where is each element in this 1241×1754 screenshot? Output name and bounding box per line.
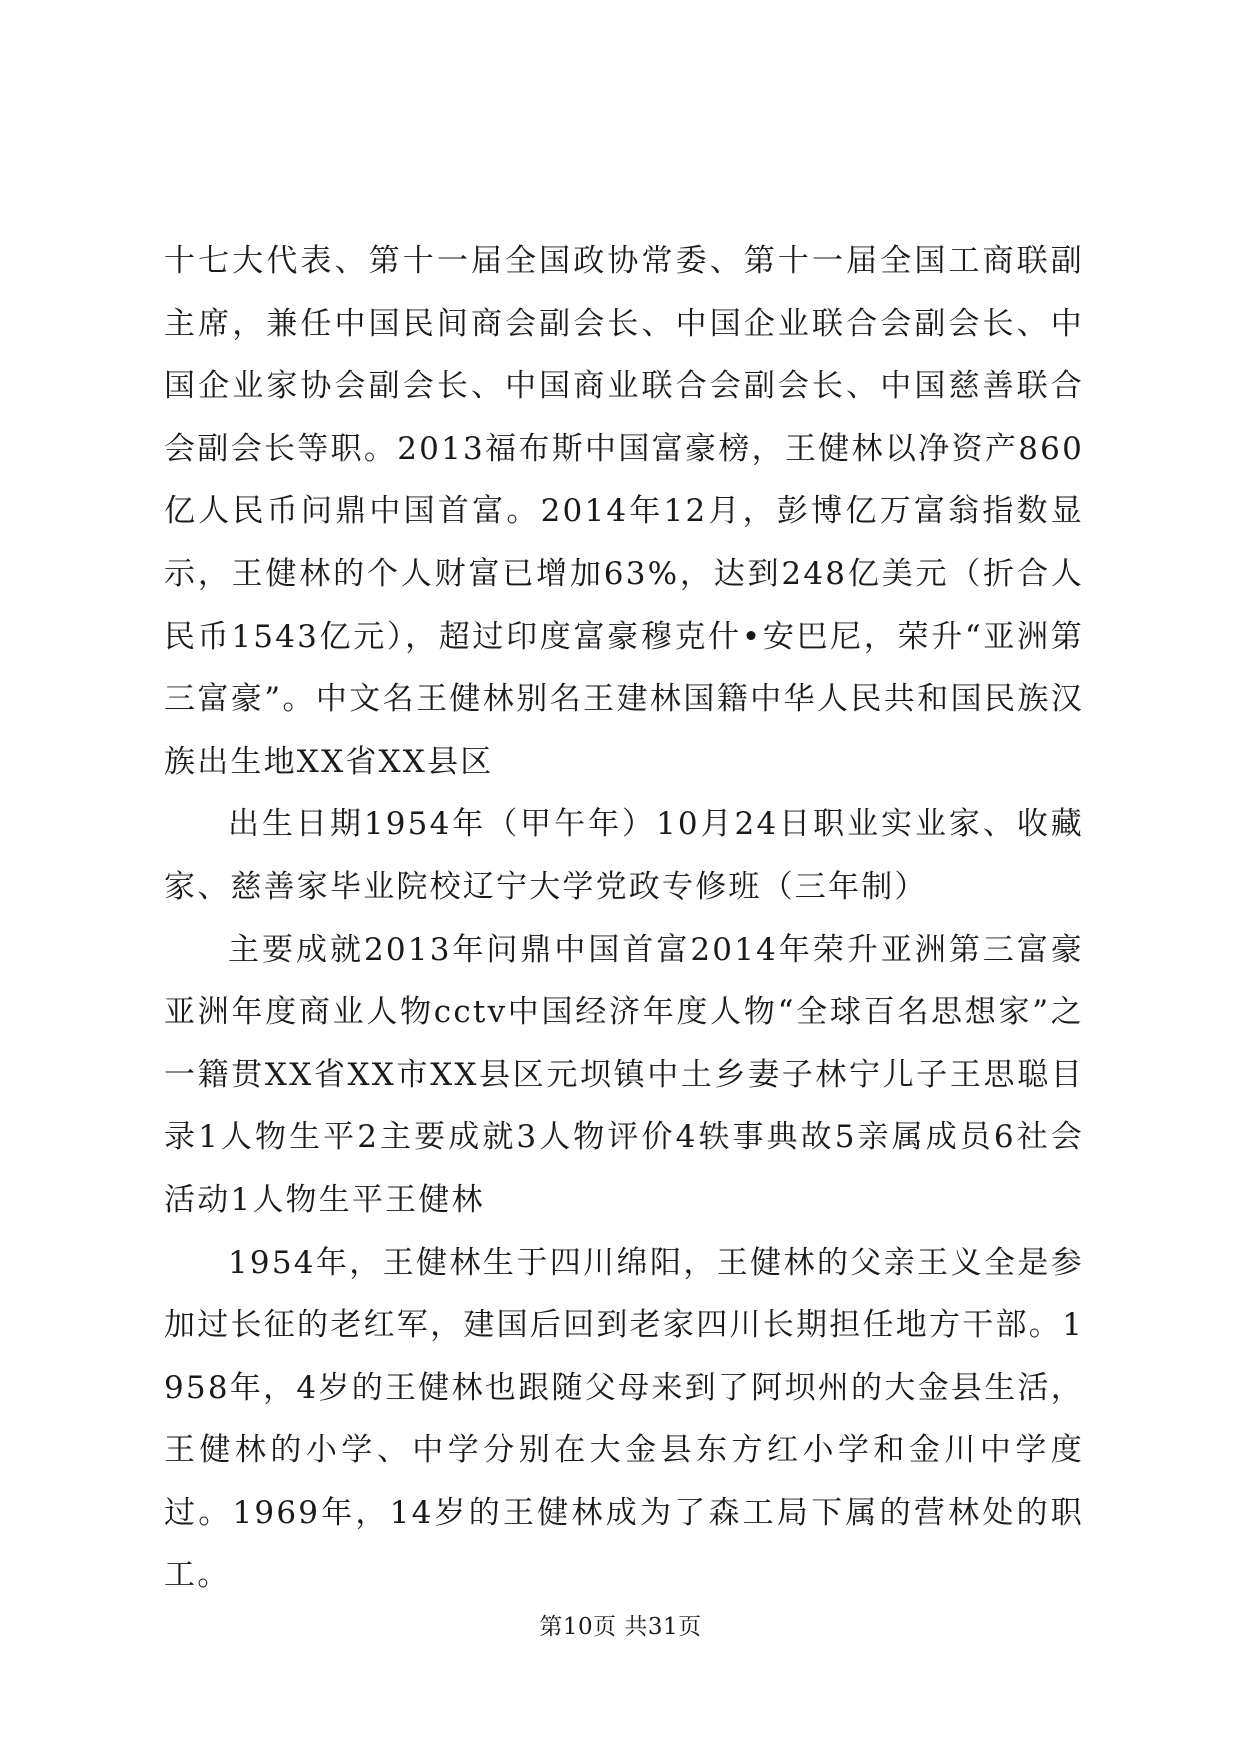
paragraph-3: 主要成就2013年问鼎中国首富2014年荣升亚洲第三富豪亚洲年度商业人物cctv中国经济年度人物“全球百名思想家”之一籍贯XX省XX市XX县区元坝镇中土乡妻子林宁儿子王思聪目录1人物生平2主要成就3人物评价4轶事典故5亲属成员6社会活动1人物生平王健林 xyxy=(164,931,1084,1218)
paragraph-1: 十七大代表、第十一届全国政协常委、第十一届全国工商联副主席，兼任中国民间商会副会长、中国企业联合会副会长、中国企业家协会副会长、中国商业联合会副会长、中国慈善联合会副会长等职。2013福布斯中国富豪榜，王健林以净资产860亿人民币问鼎中国首富。2014年12月，彭博亿万富翁指数显示，王健林的个人财富已增加63%，达到248亿美元（折合人民币1543亿元），超过印度富豪穆克什•安巴尼，荣升“亚洲第三富豪”。中文名王健林别名王建林国籍中华人民共和国民族汉族出生地XX省XX县区 xyxy=(164,243,1084,780)
paragraph-2: 出生日期1954年（甲午年）10月24日职业实业家、收藏家、慈善家毕业院校辽宁大学党政专修班（三年制） xyxy=(164,806,1084,905)
paragraph-4: 1954年，王健林生于四川绵阳，王健林的父亲王义全是参加过长征的老红军，建国后回到老家四川长期担任地方干部。1958年，4岁的王健林也跟随父母来到了阿坝州的大金县生活，王健林的小学、中学分别在大金县东方红小学和金川中学度过。1969年，14岁的王健林成为了森工局下属的营林处的职工。 xyxy=(164,1244,1084,1594)
document-body xyxy=(164,230,1084,1607)
page-footer: 第10页 共31页 xyxy=(539,1614,702,1640)
